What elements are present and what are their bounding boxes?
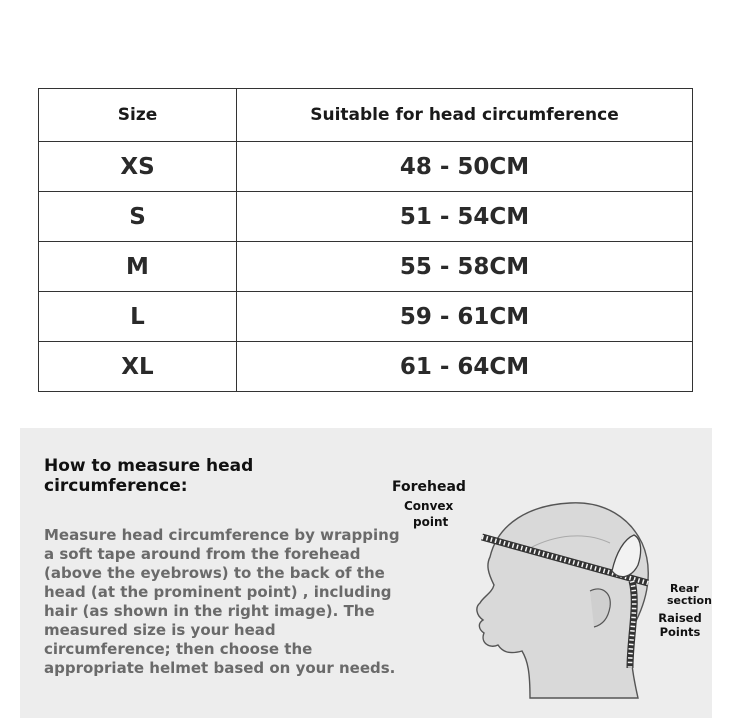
measure-instructions: Measure head circumference by wrapping a soft tape around from the forehead (above the eyebrows) to the back of the head (at the prominent point) , including hair (as shown in the right image). The measured size is your head circumference; then choose the appropriate helmet based on your needs. bbox=[44, 526, 400, 677]
size-cell: XL bbox=[39, 342, 237, 392]
measure-title: How to measure head circumference: bbox=[44, 456, 254, 496]
label-forehead: Forehead bbox=[392, 479, 466, 495]
label-point: point bbox=[413, 515, 449, 529]
measurement-guide-panel bbox=[20, 428, 712, 718]
label-section: section bbox=[667, 594, 712, 607]
size-cell: S bbox=[39, 192, 237, 242]
range-cell: 51 - 54CM bbox=[237, 192, 693, 242]
label-raised-points: Raised Points bbox=[658, 611, 702, 639]
head-silhouette bbox=[477, 503, 648, 698]
size-chart-table bbox=[38, 88, 693, 392]
head-measurement-illustration bbox=[380, 473, 712, 718]
table-row bbox=[39, 242, 693, 292]
table-row bbox=[39, 292, 693, 342]
table-row bbox=[39, 142, 693, 192]
table-header-row bbox=[39, 89, 693, 142]
range-cell: 59 - 61CM bbox=[237, 292, 693, 342]
range-cell: 55 - 58CM bbox=[237, 242, 693, 292]
label-rear: Rear bbox=[670, 582, 699, 595]
range-cell: 48 - 50CM bbox=[237, 142, 693, 192]
size-cell: L bbox=[39, 292, 237, 342]
column-header-circumference: Suitable for head circumference bbox=[237, 89, 693, 142]
range-cell: 61 - 64CM bbox=[237, 342, 693, 392]
column-header-size: Size bbox=[39, 89, 237, 142]
table-row bbox=[39, 342, 693, 392]
label-convex: Convex bbox=[404, 499, 454, 513]
size-cell: M bbox=[39, 242, 237, 292]
size-cell: XS bbox=[39, 142, 237, 192]
table-row bbox=[39, 192, 693, 242]
